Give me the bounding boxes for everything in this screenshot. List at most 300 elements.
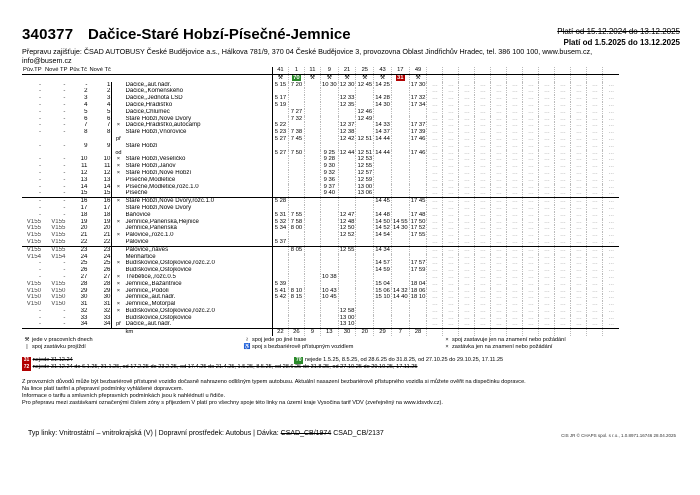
time-cell-empty: …	[459, 315, 475, 322]
time-cell	[391, 102, 409, 109]
footer-old-batch: CSAD_CB/1974	[280, 430, 332, 437]
time-cell-empty: …	[523, 170, 539, 177]
time-cell-empty: …	[427, 239, 443, 246]
time-cell	[304, 102, 320, 109]
time-cell	[356, 288, 374, 295]
time-cell-empty: …	[555, 198, 571, 205]
stop-flag	[112, 212, 125, 219]
time-cell-empty: …	[475, 294, 491, 301]
zone-cell: -	[63, 267, 66, 274]
time-cell-empty: …	[507, 95, 523, 102]
zone-cell: -	[63, 122, 66, 129]
table-row	[22, 116, 619, 123]
stop-flag	[112, 116, 125, 123]
time-cell	[288, 156, 304, 163]
time-cell: 8 05	[288, 246, 304, 253]
table-row	[22, 184, 619, 191]
info-line: Pro přepravu mezi zastávkami označenými číslem zóny s přijezdem V platí pro všechny spoje této linky na území kraje Vysočina tarif VDV (zveřejněný na www.idsvdv.cz).	[22, 400, 443, 406]
table-row	[22, 143, 619, 150]
time-cell-empty: …	[475, 163, 491, 170]
time-cell	[391, 122, 409, 129]
time-cell-empty: …	[427, 170, 443, 177]
zone-cell: 3	[84, 95, 88, 102]
time-cell-empty: …	[507, 281, 523, 288]
other-route-icon: ≀	[245, 337, 249, 343]
time-cell	[304, 122, 320, 129]
time-cell-empty: …	[555, 260, 571, 267]
stop-name: Dačice,,Jednota LSD	[125, 95, 183, 102]
validity-new: Platí od 1.5.2025 do 13.12.2025	[563, 38, 680, 47]
time-cell-empty: …	[555, 315, 571, 322]
time-cell-empty: …	[507, 254, 523, 261]
time-cell-empty: …	[475, 274, 491, 281]
zone-cell: -	[38, 190, 41, 197]
time-cell-empty: …	[523, 232, 539, 239]
time-cell-empty: …	[443, 143, 459, 150]
time-cell: 12 55	[339, 246, 355, 253]
time-cell: 13 06	[357, 190, 373, 197]
time-cell-empty: …	[491, 260, 507, 267]
zone-cell: -	[63, 142, 66, 149]
time-cell-empty: …	[603, 232, 619, 239]
legend-request: spoj zastavuje jen na znamení nebo požádání	[452, 337, 566, 343]
time-cell-empty: …	[491, 212, 507, 219]
time-cell-empty: …	[427, 219, 443, 226]
time-cell-empty: …	[443, 177, 459, 184]
legend-request-stop: zastávka jen na znamení nebo požádání	[452, 344, 553, 350]
time-cell	[288, 239, 304, 246]
time-cell	[356, 267, 374, 274]
time-cell	[304, 288, 320, 295]
time-cell-empty: …	[475, 212, 491, 219]
cell-empty	[443, 329, 459, 336]
time-cell	[320, 308, 338, 315]
time-cell: 12 35	[339, 101, 355, 108]
time-cell-empty: …	[603, 315, 619, 322]
time-cell	[391, 184, 409, 191]
time-cell-empty: …	[555, 170, 571, 177]
time-cell-empty: …	[427, 281, 443, 288]
time-cell: 9 37	[320, 184, 338, 191]
stop-flag: ×	[116, 122, 121, 129]
time-cell-empty: …	[555, 239, 571, 246]
zone-cell: 34	[80, 321, 88, 328]
time-cell	[288, 102, 304, 109]
time-cell	[391, 156, 409, 163]
time-cell: 5 15	[272, 82, 288, 89]
time-cell-empty: …	[459, 239, 475, 246]
time-cell-empty: …	[523, 260, 539, 267]
stop-flag: př	[115, 321, 121, 328]
time-cell-empty: …	[491, 116, 507, 123]
time-cell-empty: …	[475, 102, 491, 109]
km-label: km	[124, 329, 272, 336]
time-cell-empty: …	[603, 102, 619, 109]
zone-cell: -	[38, 260, 41, 267]
zone-cell: 17	[88, 205, 111, 212]
zone-cell: -	[38, 163, 41, 170]
time-cell: 7 58	[288, 219, 304, 226]
time-cell: 17 32	[410, 95, 426, 102]
time-cell-empty: …	[555, 129, 571, 136]
zone-cell: 28	[88, 281, 111, 288]
stop-flag: ×	[116, 232, 121, 239]
stop-flag	[112, 294, 125, 301]
stop-flag: ×	[116, 287, 121, 294]
time-cell-empty: …	[571, 301, 587, 308]
time-cell-empty: …	[587, 260, 603, 267]
time-cell: 14 52	[375, 225, 390, 232]
time-cell: 7 38	[288, 129, 304, 136]
time-cell-empty: …	[443, 190, 459, 197]
time-cell-empty: …	[491, 109, 507, 116]
stop-name: Staré Hobzí,Nové Dvory,rozc.1.0	[124, 198, 272, 205]
time-cell-empty: …	[603, 129, 619, 136]
time-cell-empty: …	[491, 205, 507, 212]
time-cell-empty: …	[587, 156, 603, 163]
note-31: nejede 31.12.24	[32, 357, 73, 363]
time-cell-empty: …	[603, 246, 619, 253]
zone-cell: -	[63, 321, 66, 328]
time-cell-empty: …	[459, 163, 475, 170]
time-cell	[356, 212, 374, 219]
time-cell-empty: …	[539, 116, 555, 123]
zone-cell	[22, 136, 44, 143]
stop-name: Dačice,,Komenského	[125, 88, 184, 95]
time-cell	[409, 184, 427, 191]
time-cell	[304, 281, 320, 288]
time-cell	[338, 198, 356, 205]
validity-block	[557, 26, 680, 48]
time-cell-empty: …	[523, 136, 539, 143]
stop-name: Jemnice,,Podolí	[125, 287, 169, 294]
cell-empty	[459, 74, 475, 81]
time-cell-empty: …	[539, 102, 555, 109]
zone-cell: -	[38, 169, 41, 176]
time-cell	[356, 315, 374, 322]
time-cell: 14 50	[375, 218, 390, 225]
time-cell	[338, 301, 356, 308]
time-cell-empty: …	[539, 122, 555, 129]
time-cell	[304, 267, 320, 274]
zone-cell: -	[38, 211, 41, 218]
time-cell-empty: …	[587, 219, 603, 226]
time-cell	[374, 156, 392, 163]
time-cell-empty: …	[539, 308, 555, 315]
time-cell-empty: …	[507, 267, 523, 274]
time-cell	[338, 274, 356, 281]
table-row	[22, 163, 619, 170]
wheelchair-icon: ♿	[243, 344, 251, 350]
time-cell-empty: …	[603, 301, 619, 308]
cell-empty	[112, 74, 125, 81]
time-cell-empty: …	[587, 190, 603, 197]
table-row	[22, 308, 619, 315]
time-cell-empty: …	[443, 205, 459, 212]
time-cell	[288, 315, 304, 322]
time-cell	[338, 143, 356, 150]
time-cell	[320, 198, 338, 205]
time-cell-empty: …	[427, 294, 443, 301]
time-cell-empty: …	[459, 82, 475, 89]
time-cell-empty: …	[507, 88, 523, 95]
km-value: 29	[374, 329, 392, 336]
time-cell	[304, 232, 320, 239]
zone-cell: V155	[26, 218, 41, 225]
stop-flag: ×	[116, 260, 121, 267]
time-cell-empty: …	[571, 246, 587, 253]
cell-empty	[427, 74, 443, 81]
time-cell	[288, 88, 304, 95]
stop-name: Dačice,Chlumec	[125, 108, 170, 115]
zone-cell: V150	[26, 301, 41, 308]
hammers-icon: ⚒	[320, 74, 338, 81]
time-cell-empty: …	[427, 82, 443, 89]
time-cell-empty: …	[507, 122, 523, 129]
time-cell-empty: …	[475, 321, 491, 328]
time-cell-empty: …	[459, 212, 475, 219]
note-72: nejede 31.12.24 do 6.1.25, 31.1.25, od 17.2.25 do 23.2.25, od 17.4.25 do 21.4.25, 1.5.25, 8.5.25, od 28.6.25 do 31.8.25, od 27.10.25 do 29.10.25, 17.11.25	[32, 364, 418, 370]
time-cell-empty: …	[587, 246, 603, 253]
time-cell	[356, 321, 374, 328]
time-cell-empty: …	[587, 143, 603, 150]
time-cell-empty: …	[491, 267, 507, 274]
time-cell: 5 22	[272, 122, 288, 129]
time-cell	[391, 198, 409, 205]
stop-name	[124, 136, 272, 143]
cell-empty	[523, 74, 539, 81]
stop-name: Dačice,Hradišťko,autocamp	[125, 122, 201, 129]
time-cell	[288, 95, 304, 102]
cell-empty	[571, 74, 587, 81]
time-cell-empty: …	[507, 225, 523, 232]
time-cell: 5 41	[272, 288, 288, 295]
time-cell-empty: …	[571, 308, 587, 315]
time-cell-empty: …	[539, 198, 555, 205]
time-cell-empty: …	[587, 281, 603, 288]
time-cell-empty: …	[443, 225, 459, 232]
time-cell: 17 48	[410, 211, 426, 218]
stop-flag: ×	[116, 307, 121, 314]
table-row	[22, 150, 619, 157]
time-cell: 5 37	[272, 239, 288, 246]
time-cell-empty: …	[459, 267, 475, 274]
time-cell	[288, 301, 304, 308]
time-cell-empty: …	[587, 177, 603, 184]
time-cell	[356, 219, 374, 226]
time-cell-empty: …	[475, 315, 491, 322]
time-cell-empty: …	[427, 308, 443, 315]
time-cell	[320, 239, 338, 246]
time-cell-empty: …	[523, 150, 539, 157]
time-cell-empty: …	[571, 122, 587, 129]
time-cell	[391, 254, 409, 261]
time-cell: 7 20	[288, 82, 304, 89]
cell-empty	[22, 329, 44, 336]
time-cell-empty: …	[475, 205, 491, 212]
time-cell-empty: …	[443, 274, 459, 281]
zone-cell: -	[63, 163, 66, 170]
zone-cell: 4	[88, 102, 111, 109]
time-cell-empty: …	[443, 198, 459, 205]
time-cell	[391, 315, 409, 322]
time-cell-empty: …	[539, 212, 555, 219]
zone-cell: 32	[80, 307, 88, 314]
time-cell-empty: …	[475, 246, 491, 253]
time-cell-empty: …	[459, 190, 475, 197]
time-cell-empty: …	[491, 274, 507, 281]
time-cell-empty: …	[475, 308, 491, 315]
time-cell: 12 51	[357, 149, 373, 156]
stop-flag	[112, 109, 125, 116]
time-cell: 14 44	[375, 149, 390, 156]
time-cell-empty: …	[555, 109, 571, 116]
stop-name: Jemnice,,aut.nádr.	[125, 294, 176, 301]
time-cell-empty: …	[571, 156, 587, 163]
time-cell-empty: …	[491, 288, 507, 295]
trip-number-empty	[443, 67, 459, 74]
time-cell-empty: …	[523, 184, 539, 191]
table-row	[22, 205, 619, 212]
zone-cell	[68, 136, 88, 143]
time-cell	[374, 205, 392, 212]
trip-number: 49	[409, 67, 427, 74]
zone-cell: -	[63, 101, 66, 108]
badge-70: 70	[295, 357, 302, 363]
zone-cell: 14	[88, 184, 111, 191]
time-cell-empty: …	[587, 136, 603, 143]
zone-cell: V150	[26, 287, 41, 294]
time-cell-empty: …	[587, 315, 603, 322]
time-cell-empty: …	[443, 212, 459, 219]
time-cell-empty: …	[603, 225, 619, 232]
time-cell: 5 28	[272, 198, 288, 205]
time-cell-empty: …	[475, 239, 491, 246]
time-cell	[374, 184, 392, 191]
time-cell	[288, 308, 304, 315]
time-cell: 10 45	[321, 294, 337, 301]
time-cell: 12 38	[339, 129, 355, 136]
stop-name: Dačice,,aut.nádr.	[125, 81, 172, 88]
time-cell	[356, 294, 374, 301]
table-row	[22, 219, 619, 226]
time-cell-empty: …	[587, 116, 603, 123]
time-cell	[304, 225, 320, 232]
cell-empty	[555, 329, 571, 336]
trip-number-empty	[539, 67, 555, 74]
time-cell	[374, 170, 392, 177]
time-cell-empty: …	[539, 294, 555, 301]
zone-cell: 17	[80, 204, 88, 211]
time-cell-empty: …	[603, 212, 619, 219]
time-cell-empty: …	[555, 205, 571, 212]
zone-cell: 26	[88, 267, 111, 274]
table-row	[22, 301, 619, 308]
stop-flag: ×	[116, 163, 121, 170]
table-row	[22, 170, 619, 177]
time-cell-empty: …	[539, 219, 555, 226]
time-cell-empty: …	[507, 82, 523, 89]
trip-number: 41	[272, 67, 288, 74]
time-cell: 5 32	[272, 219, 288, 226]
time-cell: 10 30	[321, 81, 337, 88]
table-row	[22, 82, 619, 89]
time-cell-empty: …	[443, 163, 459, 170]
km-value: 13	[320, 329, 338, 336]
time-cell-empty: …	[523, 190, 539, 197]
time-cell	[320, 102, 338, 109]
time-cell-empty: …	[571, 109, 587, 116]
time-cell: 5 23	[272, 129, 288, 136]
time-cell-empty: …	[475, 177, 491, 184]
time-cell-empty: …	[587, 225, 603, 232]
time-cell	[304, 321, 320, 328]
hammers-icon: ⚒	[356, 74, 374, 81]
time-cell-empty: …	[491, 136, 507, 143]
time-cell-empty: …	[491, 95, 507, 102]
time-cell-empty: …	[555, 184, 571, 191]
time-cell-empty: …	[587, 109, 603, 116]
time-cell	[356, 143, 374, 150]
time-cell-empty: …	[427, 260, 443, 267]
time-cell: 9 25	[320, 150, 338, 157]
time-cell-empty: …	[571, 219, 587, 226]
stop-flag	[112, 190, 125, 197]
time-cell-empty: …	[571, 232, 587, 239]
zone-cell: 7	[84, 122, 88, 129]
zone-cell: 9	[84, 142, 88, 149]
time-cell-empty: …	[443, 301, 459, 308]
time-cell	[304, 95, 320, 102]
time-cell-empty: …	[523, 205, 539, 212]
time-cell	[409, 156, 427, 163]
time-cell	[320, 254, 338, 261]
zone-cell: V150	[51, 301, 66, 308]
time-cell: 9 32	[320, 170, 338, 177]
time-cell	[304, 116, 320, 123]
zone-cell: 5	[84, 108, 88, 115]
time-cell	[272, 88, 288, 95]
time-cell	[391, 239, 409, 246]
time-cell: 10 38	[321, 273, 337, 280]
zone-cell: V155	[51, 225, 66, 232]
time-cell-empty: …	[491, 150, 507, 157]
time-cell-empty: …	[443, 122, 459, 129]
time-cell	[338, 116, 356, 123]
time-cell-empty: …	[459, 198, 475, 205]
time-cell-empty: …	[603, 274, 619, 281]
hammers-icon: ⚒	[374, 74, 392, 81]
time-cell	[374, 274, 392, 281]
time-cell-empty: …	[491, 82, 507, 89]
trip-number-empty	[603, 67, 619, 74]
time-cell-empty: …	[603, 254, 619, 261]
stop-flag	[112, 82, 125, 89]
time-cell-empty: …	[603, 136, 619, 143]
time-cell-empty: …	[555, 267, 571, 274]
time-cell-empty: …	[427, 198, 443, 205]
trip-number-empty	[491, 67, 507, 74]
time-cell: 17 50	[410, 218, 426, 225]
time-cell	[320, 301, 338, 308]
time-cell-empty: …	[555, 294, 571, 301]
time-cell	[409, 274, 427, 281]
time-cell	[391, 212, 409, 219]
time-cell-empty: …	[443, 82, 459, 89]
table-row	[22, 109, 619, 116]
trip-number: 43	[374, 67, 392, 74]
time-cell: 10 43	[321, 287, 337, 294]
